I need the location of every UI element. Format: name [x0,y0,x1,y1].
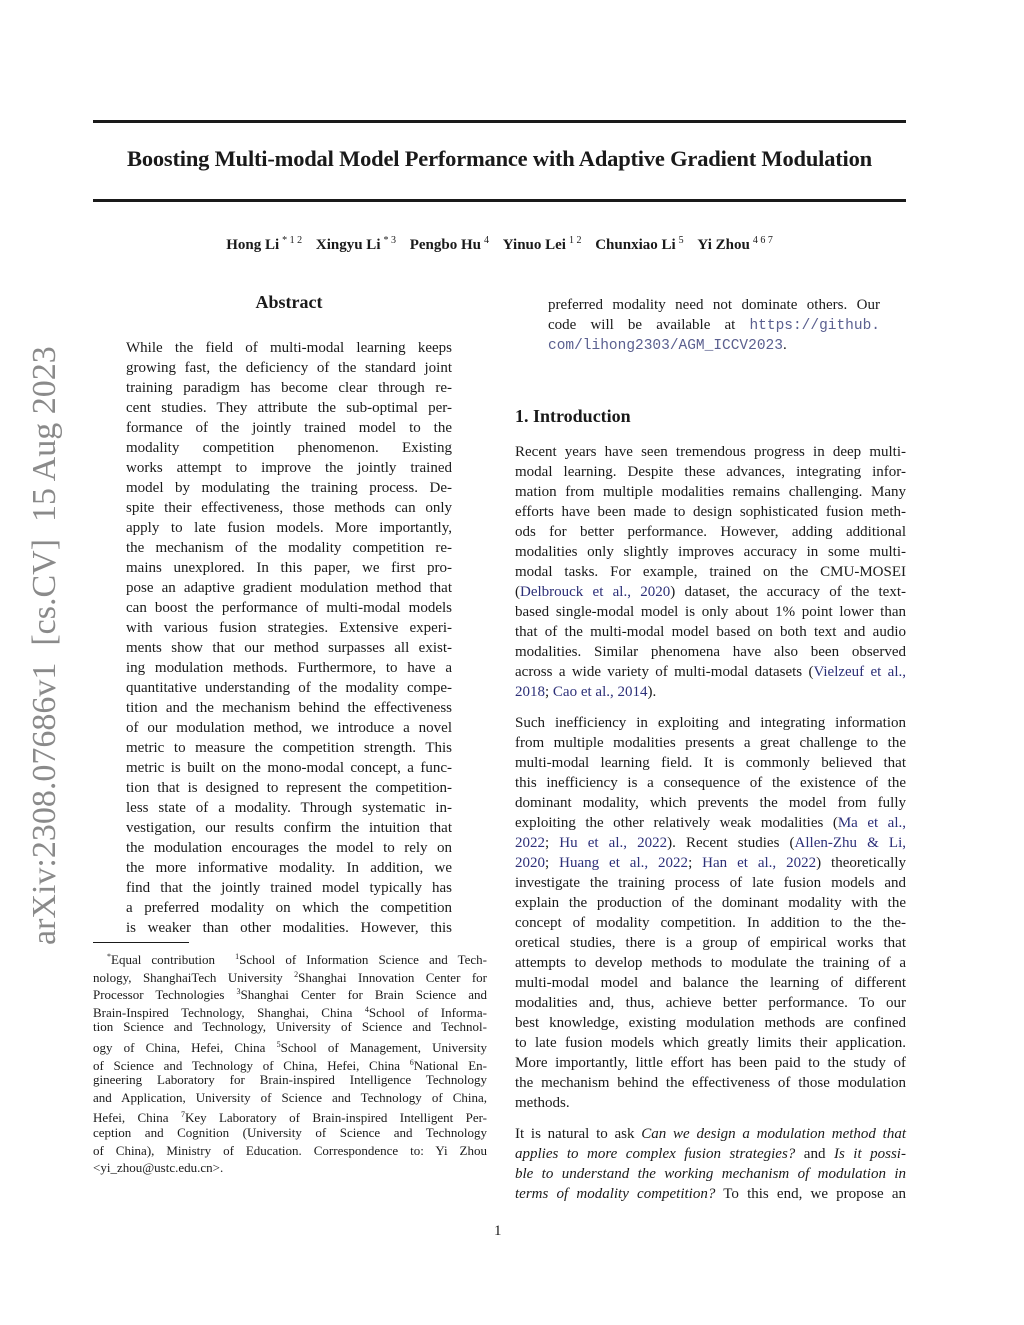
intro-line [515,1164,906,1184]
footnote-rule [93,942,189,943]
abstract-line: pose an adaptive gradient modulation method that [126,580,452,596]
intro-text: ) dataset, the accuracy of the text- [670,584,906,600]
footnote-text: School of Management, University [280,1039,487,1055]
footnote-line [93,1036,487,1054]
abstract-line: While the field of multi-modal learning keeps [126,340,452,356]
title-top-rule [93,120,906,123]
citation-link[interactable]: Han et al., 2022 [702,855,817,871]
author-name: Yi Zhou [697,237,750,253]
intro-line: Such inefficiency in exploiting and integrating information [515,715,906,731]
arxiv-identifier-stamp: arXiv:2308.07686v1 [cs.CV] 15 Aug 2023 [26,346,63,945]
intro-line: modal tasks. For example, trained on the CMU-MOSEI [515,564,906,580]
research-question: Can we design a modulation method that [641,1126,906,1142]
intro-line: investigate the training process of late fusion models and [515,875,906,891]
citation-link[interactable]: Vielzeuf et al., [813,664,906,680]
abstract-line: works attempt to improve the jointly trained [126,460,452,476]
footnote-text: Equal contribution [111,952,236,967]
author-affiliation-marks: 1 2 [568,235,582,246]
intro-line [515,1144,906,1164]
abstract-continuation [548,295,880,355]
footnote-line: tion Science and Technology, University of Science and Technol- [93,1019,487,1035]
intro-line: multi-modal model and balance the learning of different [515,975,906,991]
footnote-text: Shanghai Center for Brain Science and [240,987,488,1003]
abstract-text: . [782,337,787,353]
intro-line: explain the production of the dominant modality with the [515,895,906,911]
footnote-text: School of Informa- [368,1004,487,1020]
abstract-line: modality competition phenomenon. Existing [126,440,452,456]
author-affiliation-marks: * 1 2 [282,235,303,246]
abstract-line: ing modulation methods. Furthermore, to have a [126,660,452,676]
intro-line: 2018; Cao et al., 2014). [515,684,657,700]
abstract-line: vestigation, our results confirm the intuition that [126,820,452,836]
footnote-line: and Application, University of Science and Technology of China, [93,1089,487,1105]
citation-link[interactable]: Allen-Zhu & Li, [794,835,907,851]
author [226,237,302,253]
author-affiliation-marks: 4 [484,235,489,246]
abstract-line: the more informative modality. In addition, we [126,860,452,876]
footnote-mark: 6 [409,1057,414,1067]
research-question: applies to more complex fusion strategies? [515,1146,796,1162]
intro-line [515,813,906,833]
intro-line: (Delbrouck et al., 2020) dataset, the accuracy of the text- [515,584,906,600]
citation-link[interactable]: 2018 [515,684,545,700]
footnote-text: ogy of China, Hefei, China [93,1039,277,1055]
intro-line: based single-modal model is only about 1% point lower than [515,604,906,620]
intro-line: modal learning. Despite these advances, integrating infor- [515,464,906,480]
footnote-text: School of Information Science and Tech- [239,952,487,967]
author-name: Chunxiao Li [595,237,676,253]
abstract-line: the modulation encourages the model to rely on [126,840,452,856]
abstract-line: find that the jointly trained model typically has [126,880,452,896]
abstract-line: with various fusion strategies. Extensive experi- [126,620,452,636]
citation-link[interactable]: 2020 [515,855,545,871]
intro-line: 2022; Hu et al., 2022). Recent studies (Allen-Zhu & Li, [515,835,907,851]
abstract-body [126,338,452,938]
author-name: Xingyu Li [315,237,381,253]
abstract-line: formance of the jointly trained model to the [126,420,452,436]
paper-title: Boosting Multi-modal Model Performance with Adaptive Gradient Modulation [127,146,872,171]
intro-line: to late fusion models which greatly limits their application. [515,1035,906,1051]
author-affiliation-marks: * 3 [383,235,396,246]
footnote-line: <yi_zhou@ustc.edu.cn>. [93,1160,224,1176]
footnote-line [93,966,487,984]
author-affiliation-marks: 4 6 7 [752,235,773,246]
intro-line: Recent years have seen tremendous progress in deep multi- [515,444,906,460]
intro-text: ) theoretically [816,855,907,871]
introduction-heading: 1. Introduction [515,406,631,426]
footnote-line [93,1054,487,1072]
abstract-line: is weaker than other modalities. However, this [126,920,452,936]
footnote-line [93,1106,487,1124]
abstract-line: growing fast, the deficiency of the standard joint [126,360,452,376]
citation-link[interactable]: Hu et al., 2022 [559,835,668,851]
abstract-line [548,335,880,355]
abstract-line: mains unexplored. In this paper, we first pro- [126,560,452,576]
author [503,237,582,253]
footnote-text: nology, ShanghaiTech University [93,969,295,985]
intro-text: across a wide variety of multi-modal datasets ( [515,664,814,680]
citation-link[interactable]: Delbrouck et al., 2020 [520,584,671,600]
footnote-text: Hefei, China [93,1110,181,1126]
intro-line: dominant modality, which prevents the model from fully [515,795,906,811]
author [410,237,489,253]
code-url-link[interactable]: com/lihong2303/AGM_ICCV2023 [548,338,783,354]
footnote-mark: 5 [276,1039,281,1049]
footnote-line [93,948,487,966]
abstract-line: can boost the performance of multi-modal models [126,600,452,616]
intro-line: modalities and, thus, achieve better performance. To our [515,995,906,1011]
intro-line: the mechanism behind the effectiveness of those modulation [515,1075,906,1091]
research-question: Is it possi- [833,1146,906,1162]
footnote-line [93,983,487,1001]
title-bottom-rule [93,199,906,202]
footnote-line: ception and Cognition (University of Science and Technology [93,1124,487,1140]
page-number: 1 [494,1223,502,1239]
citation-link[interactable]: Huang et al., 2022 [559,855,689,871]
intro-line: efforts have been made to design sophisticated fusion meth- [515,504,906,520]
intro-line: that of the multi-modal model based on both text and audio [515,624,906,640]
intro-line: concept of modality competition. In addition to the the- [515,915,906,931]
abstract-line: model by modulating the training process. De- [126,480,452,496]
author [316,237,396,253]
footnote-text: Shanghai Innovation Center for [298,969,487,985]
intro-line: from multiple modalities presents a great challenge to the [515,735,906,751]
author [595,237,683,253]
intro-line [515,662,906,682]
abstract-heading: Abstract [255,292,323,312]
author-name: Yinuo Lei [502,237,566,253]
abstract-line: the mechanism of the modality competition re- [126,540,452,556]
abstract-line: of our modulation method, we introduce a novel [126,720,452,736]
footnote-text: Brain-Inspired Technology, Shanghai, China [93,1004,365,1020]
intro-text: ). Recent studies ( [667,835,795,851]
abstract-line: tion that is designed to represent the competition- [126,780,452,796]
intro-text: and [795,1146,834,1162]
abstract-line: ments show that our method surpasses all exist- [126,640,452,656]
author-affiliation-marks: 5 [678,235,684,246]
intro-line: modalities. Similar phenomena have also been observed [515,644,906,660]
footnote-line [93,1001,487,1019]
abstract-line: tition and the mechanism behind the effectiveness [126,700,452,716]
intro-line: attempts to develop methods to modulate the training of a [515,955,906,971]
intro-line: mation from multiple modalities remains challenging. Many [515,484,906,500]
intro-line [515,1124,906,1144]
research-question: ble to understand the working mechanism of modulation in [515,1166,906,1182]
footnote-text: Processor Technologies [93,987,237,1003]
abstract-line: apply to late fusion models. More importantly, [126,520,452,536]
citation-link[interactable]: Cao et al., 2014 [552,684,648,700]
author-list [93,235,906,254]
introduction-body [515,442,906,1204]
footnote-line: gineering Laboratory for Brain-inspired Intelligence Technology [93,1072,487,1088]
affiliations-footnote [93,948,487,1177]
footnote-text: Key Laboratory of Brain-inspired Intelligent Per- [184,1110,487,1126]
footnote-mark: 4 [364,1004,369,1014]
abstract-line: quantitative understanding of the modality compe- [126,680,452,696]
footnote-text: of Science and Technology of China, Hefei, China [93,1057,410,1073]
footnote-line: of China), Ministry of Education. Correspondence to: Yi Zhou [93,1142,487,1158]
author-name: Pengbo Hu [409,237,481,253]
abstract-line: metric to measure the competition strength. This [126,740,452,756]
abstract-line: less state of a modality. Through systematic in- [126,800,452,816]
research-question: terms of modality competition? [515,1186,716,1202]
intro-line: oretical studies, there is a group of empirical works that [515,935,906,951]
footnote-mark: 1 [235,952,240,961]
abstract-line: spite their effectiveness, those methods can only [126,500,452,516]
abstract-line: cent studies. They attribute the sub-optimal per- [126,400,452,416]
abstract-line: preferred modality need not dominate others. Our [548,297,880,313]
code-url-link[interactable]: https://github. [749,318,880,334]
author [697,237,772,253]
citation-link[interactable]: 2022 [515,835,545,851]
intro-line: 2020; Huang et al., 2022; Han et al., 2022) theoretically [515,855,907,871]
abstract-line: training paradigm has become clear through re- [126,380,452,396]
intro-line: ods for better performance. However, adding additional [515,524,906,540]
footnote-mark: 7 [180,1110,185,1120]
abstract-line: a preferred modality on which the competition [126,900,452,916]
intro-line: multi-modal learning field. It is commonly believed that [515,755,906,771]
intro-text: To this end, we propose an [715,1186,907,1202]
footnote-text: National En- [413,1057,487,1073]
author-name: Hong Li [226,237,280,253]
citation-link[interactable]: Ma et al., [837,815,906,831]
intro-line: modalities only slightly improves accuracy in some multi- [515,544,906,560]
footnote-mark: 3 [236,987,241,997]
intro-line: methods. [515,1095,570,1111]
footnote-mark: 2 [294,969,299,979]
abstract-text: code will be available at [548,317,736,333]
intro-text: It is natural to ask [515,1126,642,1142]
intro-line: this inefficiency is a consequence of the existence of the [515,775,906,791]
intro-line: More importantly, little effort has been paid to the study of [515,1055,906,1071]
intro-line [515,1184,906,1204]
abstract-line [548,315,880,335]
abstract-line: metric is built on the mono-modal concept, a func- [126,760,452,776]
intro-line: best knowledge, existing modulation methods are confined [515,1015,906,1031]
intro-text: exploiting the other relatively weak modalities ( [515,815,838,831]
footnote-mark: * [107,952,111,961]
